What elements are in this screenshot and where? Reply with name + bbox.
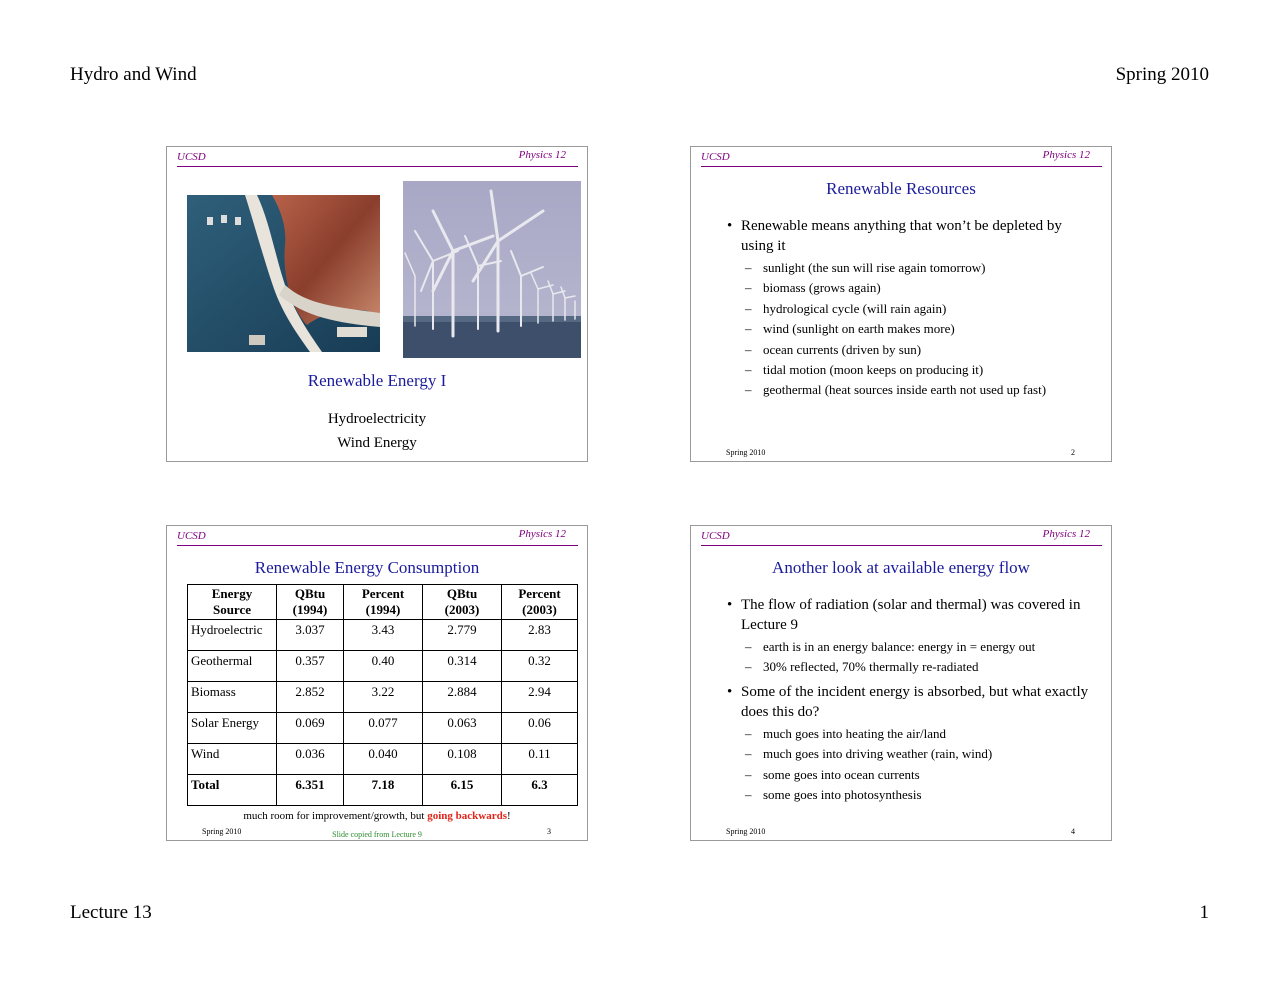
sub-bullet-item: – 30% reflected, 70% thermally re-radiated <box>745 657 1091 677</box>
slide-3[interactable] <box>166 525 588 841</box>
bullet-item <box>727 682 1091 806</box>
sub-bullet-item: – earth is in an energy balance: energy in = energy out <box>745 637 1091 657</box>
slide-header-rule <box>177 166 578 167</box>
table-header-row <box>188 585 578 620</box>
sub-bullet-list <box>741 258 1091 401</box>
sub-bullet-item: – hydrological cycle (will rain again) <box>745 299 1091 319</box>
column-header: Energy Source <box>188 585 277 620</box>
bullet-text: Some of the incident energy is absorbed, but what exactly does this do? <box>741 683 1089 720</box>
slide-footer-date: Spring 2010 <box>202 827 242 836</box>
slide-institution: UCSD <box>177 530 206 542</box>
page-number: 1 <box>1199 902 1209 923</box>
bullet-text: The flow of radiation (solar and thermal) was covered in Lecture 9 <box>741 597 1081 633</box>
slide-footer-date: Spring 2010 <box>726 827 766 836</box>
bullet-list <box>727 595 1091 809</box>
bullet-list <box>727 216 1091 405</box>
slide-footer-date: Spring 2010 <box>726 448 766 457</box>
bullet-text: Renewable means anything that won’t be depleted by using it <box>741 218 1062 254</box>
slide-title: Renewable Resources <box>826 179 976 198</box>
slide-course: Physics 12 <box>1042 149 1090 161</box>
slide-title: Renewable Energy I <box>307 371 447 390</box>
bullet-item <box>727 595 1091 678</box>
slide-1[interactable] <box>166 146 588 462</box>
sub-bullet-item: – geothermal (heat sources inside earth not used up fast) <box>745 380 1091 400</box>
table-row: Geothermal 0.357 0.40 0.314 0.32 <box>188 651 578 682</box>
sub-bullet-item: – wind (sunlight on earth makes more) <box>745 319 1091 339</box>
column-header: QBtu (2003) <box>423 585 502 620</box>
sub-bullet-item: – tidal motion (moon keeps on producing it) <box>745 360 1091 380</box>
sub-bullet-item: – some goes into photosynthesis <box>745 785 1091 805</box>
column-header: QBtu (1994) <box>277 585 344 620</box>
column-header: Percent (1994) <box>344 585 423 620</box>
column-header: Percent (2003) <box>502 585 578 620</box>
slide-title: Another look at available energy flow <box>772 558 1030 577</box>
slide-subtitle-hydro: Hydroelectricity <box>327 411 427 427</box>
table-row: Biomass 2.852 3.22 2.884 2.94 <box>188 682 578 713</box>
sub-bullet-item: – ocean currents (driven by sun) <box>745 340 1091 360</box>
slide-copied-note: Slide copied from Lecture 9 <box>332 830 422 839</box>
note-text: much room for improvement/growth, but <box>243 810 428 822</box>
dam-photo <box>187 195 380 352</box>
page-header-term: Spring 2010 <box>1115 64 1209 85</box>
slide-course: Physics 12 <box>1042 528 1090 540</box>
slide-header-rule <box>177 545 578 546</box>
note-highlight: going backwards <box>427 810 508 822</box>
sub-bullet-item: – much goes into heating the air/land <box>745 724 1091 744</box>
slide-header-rule <box>701 545 1102 546</box>
slide-title: Renewable Energy Consumption <box>254 558 480 577</box>
table-row: Solar Energy 0.069 0.077 0.063 0.06 <box>188 713 578 744</box>
table-row-total: Total 6.351 7.18 6.15 6.3 <box>188 775 578 806</box>
page-footer-lecture: Lecture 13 <box>70 902 152 923</box>
page-header-title: Hydro and Wind <box>70 64 197 85</box>
slide-course: Physics 12 <box>518 528 566 540</box>
table-row: Wind 0.036 0.040 0.108 0.11 <box>188 744 578 775</box>
wind-turbines-photo <box>403 181 581 358</box>
note-suffix: ! <box>507 810 511 822</box>
sub-bullet-item: – biomass (grows again) <box>745 278 1091 298</box>
sub-bullet-list <box>741 637 1091 678</box>
slide-header-rule <box>701 166 1102 167</box>
slide-2[interactable] <box>690 146 1112 462</box>
slide-4[interactable] <box>690 525 1112 841</box>
slide-number: 2 <box>1071 448 1075 457</box>
slide-note <box>167 810 587 822</box>
energy-consumption-table <box>187 584 578 806</box>
slide-subtitle-wind: Wind Energy <box>337 435 417 451</box>
slide-number: 3 <box>547 827 551 836</box>
sub-bullet-list <box>741 724 1091 806</box>
slide-number: 4 <box>1071 827 1075 836</box>
slide-institution: UCSD <box>701 151 730 163</box>
slide-course: Physics 12 <box>518 149 566 161</box>
sub-bullet-item: – some goes into ocean currents <box>745 765 1091 785</box>
slide-institution: UCSD <box>177 151 206 163</box>
sub-bullet-item: – much goes into driving weather (rain, wind) <box>745 744 1091 764</box>
sub-bullet-item: – sunlight (the sun will rise again tomorrow) <box>745 258 1091 278</box>
slide-institution: UCSD <box>701 530 730 542</box>
bullet-item <box>727 216 1091 401</box>
table-row: Hydroelectric 3.037 3.43 2.779 2.83 <box>188 620 578 651</box>
